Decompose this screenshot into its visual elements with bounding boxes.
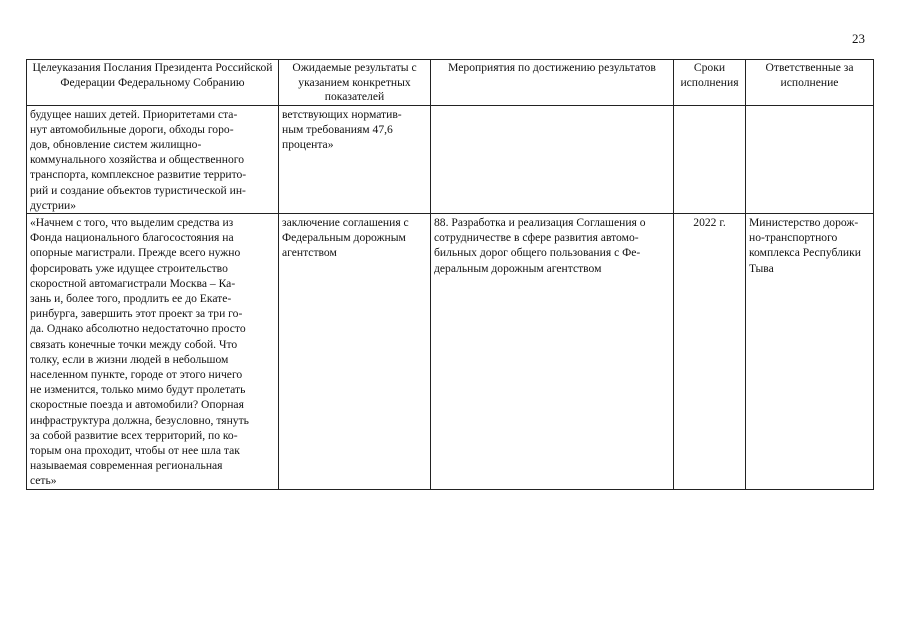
header-measures: Мероприятия по достижению результатов	[431, 60, 674, 106]
table-row	[27, 105, 874, 213]
header-responsible: Ответственные за исполнение	[746, 60, 874, 106]
cell-deadline: 2022 г.	[674, 213, 746, 489]
cell-result: ветствующих норматив- ным требованиям 47,6 процента»	[279, 105, 431, 213]
plan-table	[26, 59, 874, 490]
header-results: Ожидаемые результаты с указанием конкретных показателей	[279, 60, 431, 106]
cell-measure	[431, 105, 674, 213]
cell-deadline	[674, 105, 746, 213]
header-deadlines: Сроки исполнения	[674, 60, 746, 106]
cell-goal: «Начнем с того, что выделим средства из Фонда национального благосостояния на опорные магистрали. Прежде всего нужно форсировать уже идущее строительство скоростной автомагистрали Москва – Ка- зань и, более того, продлить ее до Екате- ринбурга, завершить этот проект за три го- да. Однако абсолютно недостаточно просто связать конечные точки между собой. Что толку, если в жизни людей в небольшом населенном пункте, городе от этого ничего не изменится, только мимо будут пролетать скоростные поезда и автомобили? Опорная инфраструктура должна, безусловно, тянуть за собой развитие всех территорий, по ко- торым она проходит, чтобы от нее шла так называемая современная региональная сеть»	[27, 213, 279, 489]
cell-result: заключение соглашения с Федеральным дорожным агентством	[279, 213, 431, 489]
table-row	[27, 213, 874, 489]
cell-responsible	[746, 105, 874, 213]
cell-goal: будущее наших детей. Приоритетами ста- нут автомобильные дороги, обходы горо- дов, обновление систем жилищно- коммунального хозяйства и общественного транспорта, комплексное развитие террито- рий и создание объектов туристической ин- дустрии»	[27, 105, 279, 213]
table-header-row	[27, 60, 874, 106]
cell-measure: 88. Разработка и реализация Соглашения о сотрудничестве в сфере развития автомо- бильных дорог общего пользования с Фе- деральным дорожным агентством	[431, 213, 674, 489]
header-goals: Целеуказания Послания Президента Российской Федерации Федеральному Собранию	[27, 60, 279, 106]
cell-responsible: Министерство дорож- но-транспортного комплекса Республики Тыва	[746, 213, 874, 489]
page-number: 23	[852, 31, 865, 46]
